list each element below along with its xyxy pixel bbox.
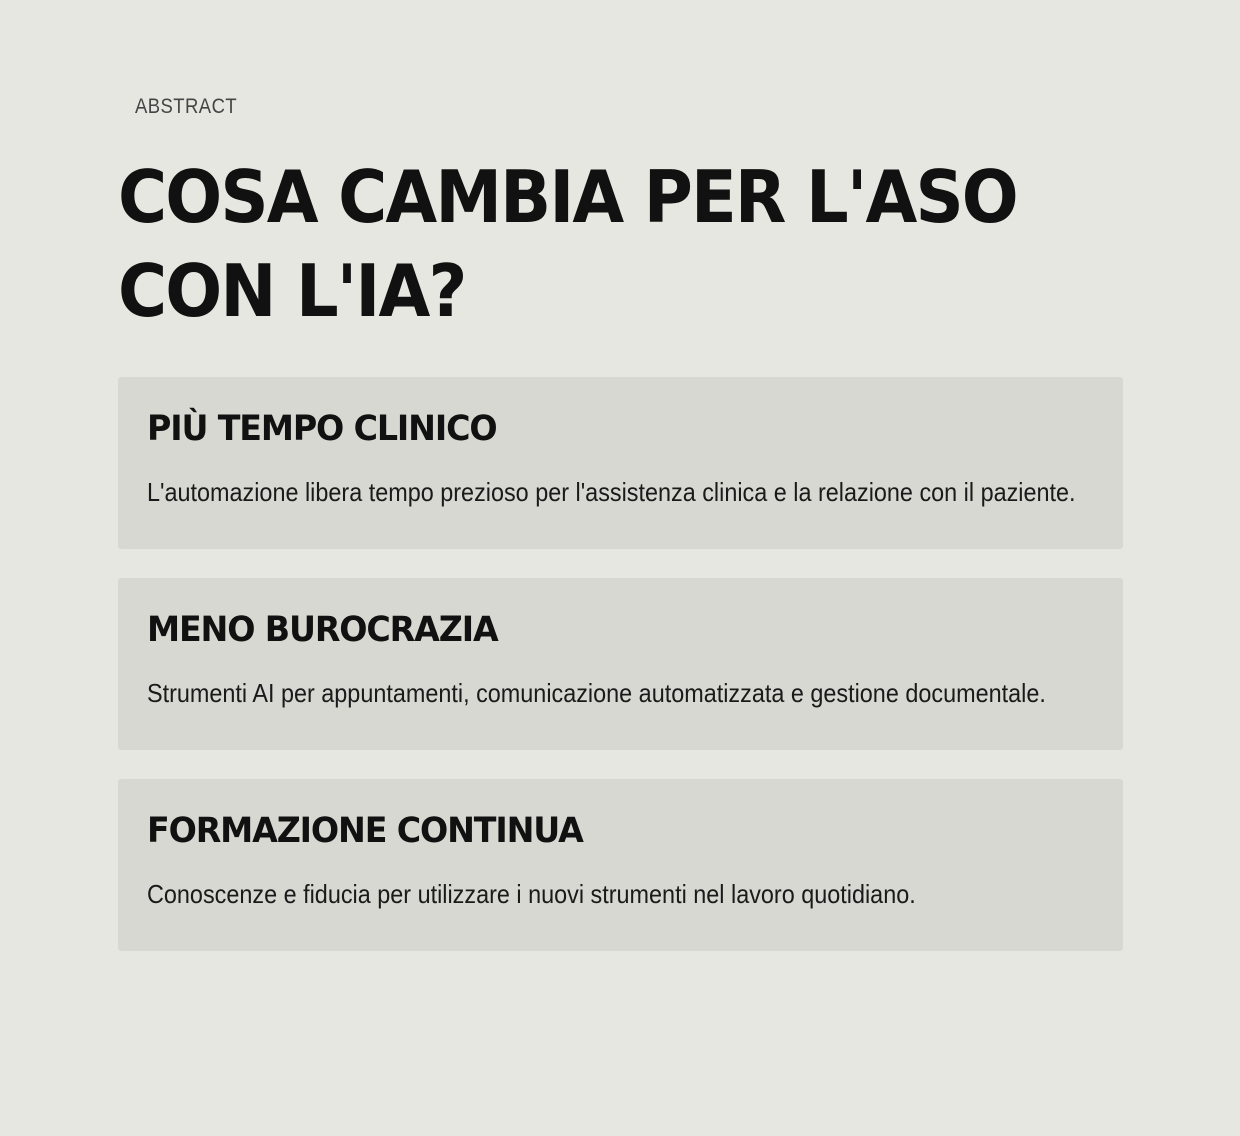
page-title-line-2: CON L'IA? [118,249,466,333]
page-title-line-1: COSA CAMBIA PER L'ASO [118,155,1017,239]
card-title: MENO BUROCRAZIA [147,610,498,650]
card-continuous-training [118,779,1123,951]
card-text: Strumenti AI per appuntamenti, comunicazione automatizzata e gestione documentale. [147,678,1046,708]
card-title: FORMAZIONE CONTINUA [147,811,583,851]
card-less-bureaucracy [118,578,1123,750]
card-text: L'automazione libera tempo prezioso per l'assistenza clinica e la relazione con il paziente. [147,477,1076,507]
card-text: Conoscenze e fiducia per utilizzare i nuovi strumenti nel lavoro quotidiano. [147,879,916,909]
card-title: PIÙ TEMPO CLINICO [147,409,497,449]
page-title [118,150,1017,338]
card-more-clinical-time [118,377,1123,549]
section-eyebrow: ABSTRACT [135,95,238,118]
card-list [118,377,1123,980]
